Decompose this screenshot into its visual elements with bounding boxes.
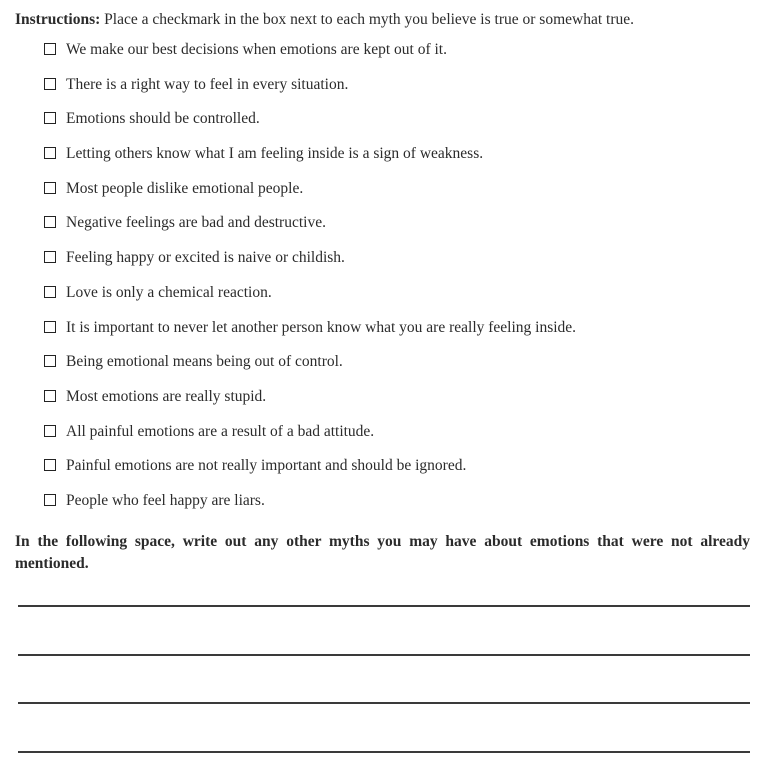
myth-label: Painful emotions are not really important and should be ignored. xyxy=(66,457,467,475)
myth-label: Love is only a chemical reaction. xyxy=(66,283,272,301)
myth-row xyxy=(44,319,754,354)
write-line[interactable] xyxy=(18,702,750,704)
myth-label: People who feel happy are liars. xyxy=(66,491,265,509)
myth-checkbox[interactable] xyxy=(44,390,56,402)
writein-lines xyxy=(18,605,750,767)
myth-row xyxy=(44,388,754,423)
myth-label: Emotions should be controlled. xyxy=(66,110,260,128)
myth-checkbox[interactable] xyxy=(44,459,56,471)
myth-row xyxy=(44,110,754,145)
instructions xyxy=(15,10,755,30)
writein-prompt: In the following space, write out any other myths you may have about emotions that were not already mentioned. xyxy=(15,533,750,572)
myth-row xyxy=(44,423,754,458)
myth-row xyxy=(44,492,754,527)
myth-checkbox[interactable] xyxy=(44,425,56,437)
myth-label: Most emotions are really stupid. xyxy=(66,387,267,405)
write-line[interactable] xyxy=(18,654,750,656)
myth-row xyxy=(44,457,754,492)
myth-row xyxy=(44,76,754,111)
myth-row xyxy=(44,41,754,76)
myth-label: Feeling happy or excited is naive or childish. xyxy=(66,249,345,267)
myth-checkbox[interactable] xyxy=(44,112,56,124)
myth-label: Most people dislike emotional people. xyxy=(66,179,304,197)
myth-row xyxy=(44,249,754,284)
myth-checkbox[interactable] xyxy=(44,321,56,333)
instructions-text: Place a checkmark in the box next to each myth you believe is true or somewhat true. xyxy=(100,11,634,28)
myth-row xyxy=(44,353,754,388)
instructions-label: Instructions: xyxy=(15,11,101,28)
myth-checkbox[interactable] xyxy=(44,251,56,263)
myth-label: Negative feelings are bad and destructive. xyxy=(66,214,326,232)
myth-checkbox[interactable] xyxy=(44,355,56,367)
myth-checkbox[interactable] xyxy=(44,182,56,194)
myth-checkbox[interactable] xyxy=(44,78,56,90)
myth-row xyxy=(44,180,754,215)
myth-checkbox[interactable] xyxy=(44,286,56,298)
myth-row xyxy=(44,145,754,180)
myth-row xyxy=(44,214,754,249)
myth-label: Letting others know what I am feeling inside is a sign of weakness. xyxy=(66,145,484,163)
myth-checkbox[interactable] xyxy=(44,147,56,159)
myth-label: We make our best decisions when emotions are kept out of it. xyxy=(66,41,447,58)
myth-label: There is a right way to feel in every situation. xyxy=(66,75,349,93)
write-line[interactable] xyxy=(18,605,750,607)
myth-row xyxy=(44,284,754,319)
myth-checkbox[interactable] xyxy=(44,216,56,228)
myth-checkbox[interactable] xyxy=(44,43,56,55)
write-line[interactable] xyxy=(18,751,750,753)
myth-label: Being emotional means being out of control. xyxy=(66,353,343,371)
myth-list xyxy=(44,41,754,527)
myth-label: All painful emotions are a result of a bad attitude. xyxy=(66,422,375,440)
myth-checkbox[interactable] xyxy=(44,494,56,506)
myth-label: It is important to never let another person know what you are really feeling inside. xyxy=(66,318,577,336)
